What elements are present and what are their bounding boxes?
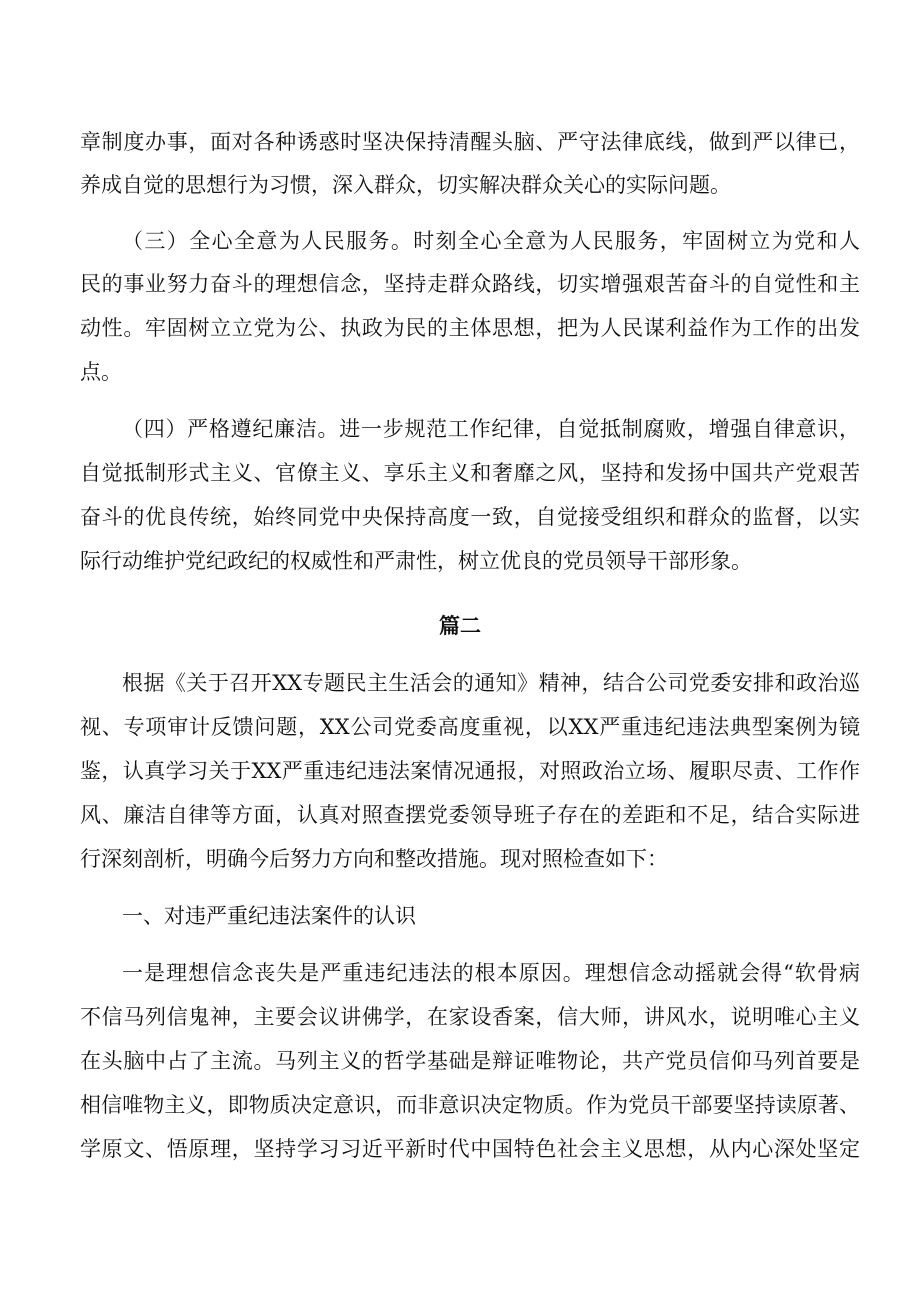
paragraph-line: （三）全心全意为人民服务。时刻全心全意为人民服务，牢固树立为党和人 xyxy=(122,229,860,253)
paragraph-line: （四）严格遵纪廉洁。进一步规范工作纪律，自觉抵制腐败，增强自律意识， xyxy=(122,417,860,441)
paragraph-line: 风、廉洁自律等方面，认真对照查摆党委领导班子存在的差距和不足，结合实际进 xyxy=(80,803,860,827)
paragraph-line: 视、专项审计反馈问题，XX公司党委高度重视，以XX严重违纪违法典型案例为镜 xyxy=(80,715,860,739)
paragraph-line: 民的事业努力奋斗的理想信念，坚持走群众路线，切实增强艰苦奋斗的自觉性和主 xyxy=(80,272,860,296)
paragraph-line: 行深刻剖析，明确今后努力方向和整改措施。现对照检查如下： xyxy=(80,847,668,871)
paragraph-line: 养成自觉的思想行为习惯，深入群众，切实解决群众关心的实际问题。 xyxy=(80,173,731,197)
paragraph-line: 鉴，认真学习关于XX严重违纪违法案情况通报，对照政治立场、履职尽责、工作作 xyxy=(80,759,860,783)
paragraph-line: 章制度办事，面对各种诱惑时坚决保持清醒头脑、严守法律底线，做到严以律已， xyxy=(80,130,860,154)
paragraph-line: 学原文、悟原理，坚持学习习近平新时代中国特色社会主义思想，从内心深处坚定 xyxy=(80,1137,860,1161)
subheading: 一、对违严重纪违法案件的认识 xyxy=(122,904,416,928)
paragraph-line: 奋斗的优良传统，始终同党中央保持高度一致，自觉接受组织和群众的监督，以实 xyxy=(80,505,860,529)
paragraph-line: 相信唯物主义，即物质决定意识，而非意识决定物质。作为党员干部要坚持读原著、 xyxy=(80,1093,860,1117)
paragraph-line: 一是理想信念丧失是严重违纪违法的根本原因。理想信念动摇就会得“软骨病 xyxy=(122,961,860,985)
paragraph-line: 动性。牢固树立立党为公、执政为民的主体思想，把为人民谋利益作为工作的出发 xyxy=(80,316,860,340)
paragraph-line: 根据《关于召开XX专题民主生活会的通知》精神，结合公司党委安排和政治巡 xyxy=(122,671,860,695)
paragraph-line: 自觉抵制形式主义、官僚主义、享乐主义和奢靡之风，坚持和发扬中国共产党艰苦 xyxy=(80,461,860,485)
paragraph-line: 不信马列信鬼神，主要会议讲佛学，在家设香案，信大师，讲风水，说明唯心主义 xyxy=(80,1005,860,1029)
paragraph-line: 在头脑中占了主流。马列主义的哲学基础是辩证唯物论，共产党员信仰马列首要是 xyxy=(80,1049,860,1073)
paragraph-line: 点。 xyxy=(80,360,122,384)
paragraph-line: 际行动维护党纪政纪的权威性和严肃性，树立优良的党员领导干部形象。 xyxy=(80,549,752,573)
section-heading: 篇二 xyxy=(439,613,481,638)
